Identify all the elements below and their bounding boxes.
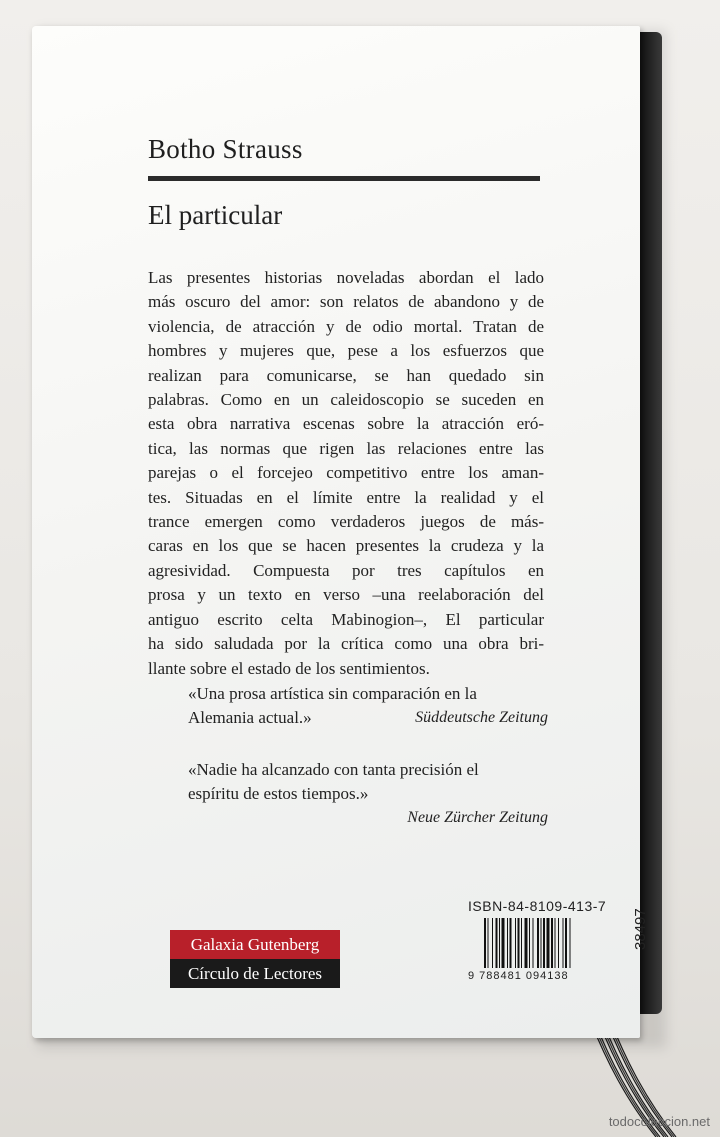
blurb-line: caras en los que se hacen presentes la crudeza y la [148,536,544,556]
blurb-line: ha sido saludada por la crítica como una obra bri- [148,634,544,654]
blurb-line: antiguo escrito celta Mabinogion–, El particular [148,609,544,629]
site-watermark: todocoleccion.net [608,1114,710,1129]
blurb-line: esta obra narrativa escenas sobre la atracción eró- [148,414,544,434]
blurb-line: palabras. Como en un caleidoscopio se suceden en [148,390,544,410]
blurb-line: tica, las normas que rigen las relaciones entre las [148,438,544,458]
quote-line: «Nadie ha alcanzado con tanta precisión el [188,760,479,779]
blurb-line: trance emergen como verdaderos juegos de más- [148,512,544,532]
blurb-line: agresividad. Compuesta por tres capítulos en [148,560,544,580]
blurb-line: más oscuro del amor: son relatos de abandono y de [148,292,544,312]
blurb-line: llante sobre el estado de los sentimientos. [148,658,430,678]
press-quote [188,758,548,830]
quote-line: «Una prosa artística sin comparación en la [188,684,477,703]
blurb-line: violencia, de atracción y de odio mortal. Tratan de [148,316,544,336]
isbn-text: ISBN-84-8109-413-7 [468,898,607,914]
quote-source: Neue Zürcher Zeitung [407,809,548,826]
blurb-line: tes. Situadas en el límite entre la realidad y el [148,487,544,507]
blurb-line: prosa y un texto en verso –una reelaboración del [148,585,544,605]
quote-line: Alemania actual.» [188,708,312,727]
blurb-line: Las presentes historias noveladas abordan el lado [148,268,544,287]
blurb-line: realizan para comunicarse, se han quedado sin [148,365,544,385]
quote-line: espíritu de estos tiempos.» [188,784,369,803]
blurb-line: hombres y mujeres que, pese a los esfuerzos que [148,341,544,361]
author-name: Botho Strauss [148,134,303,164]
barcode [484,918,608,978]
barcode-number: 9 788481 094138 [468,970,569,982]
title-divider [148,176,540,181]
publisher-label-circulo: Círculo de Lectores [170,959,340,988]
press-quote [188,682,548,730]
book-title: El particular [148,200,283,230]
catalog-number: 38497 [632,908,649,950]
blurb-line: parejas o el forcejeo competitivo entre los aman- [148,463,544,483]
quote-source: Süddeutsche Zeitung [415,709,548,726]
book-back-cover [32,26,649,1038]
publisher-label-galaxia: Galaxia Gutenberg [170,930,340,959]
blurb-text [148,266,544,681]
